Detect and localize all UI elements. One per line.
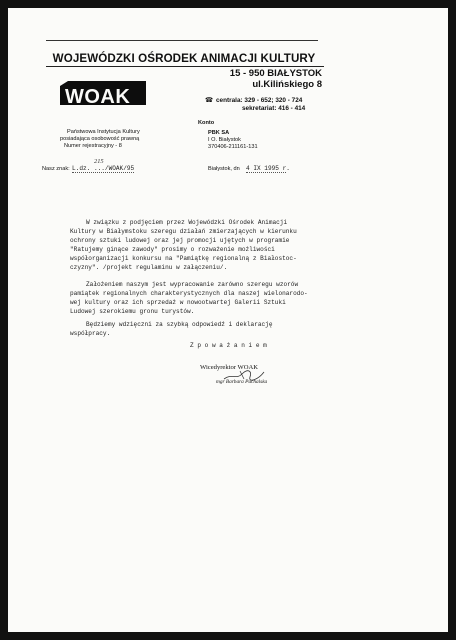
body-line: Ludowej szerokiemu gronu turystów.: [70, 308, 195, 315]
body-line: współpracy.: [70, 330, 111, 337]
bank-name: PBK SA: [208, 130, 230, 136]
signatory-name: mgr Barbara Puchalska: [216, 379, 268, 385]
body-line: "Ratujemy ginące zawody" prosimy o rozważenie możliwości: [70, 246, 275, 253]
status-line-3: Numer rejestracyjny - 8: [64, 143, 122, 149]
phone-numbers: centrala: 329 - 652; 320 - 724: [216, 97, 303, 104]
status-line-1: Państwowa Instytucja Kultury: [67, 129, 140, 135]
body-line: Założeniem naszym jest wypracowanie zarówno szeregu wzorów: [86, 281, 299, 288]
phone-icon: ☎: [205, 97, 214, 104]
body-line: współorganizacji konkursu na "Pamiątkę regionalną z Białostoc-: [70, 255, 297, 262]
header-top-rule: [46, 40, 318, 41]
address-city: 15 - 950 BIAŁYSTOK: [229, 68, 322, 79]
date-label: Białystok, dn: [208, 166, 240, 172]
woak-logo: [60, 81, 146, 108]
body-line: W związku z podjęciem przez Wojewódzki Ośrodek Animacji: [86, 219, 288, 226]
reference-handwritten: 215: [94, 158, 104, 165]
bank-branch: I O. Białystok: [208, 137, 241, 143]
secretariat-number: sekretariat: 416 - 414: [242, 105, 306, 112]
body-line: ochrony sztuki ludowej oraz jej promocji ujętych w programie: [70, 237, 290, 244]
closing-phrase: Z p o w a ż a n i e m: [190, 342, 267, 349]
reference-number: L.dz. .../WOAK/95: [72, 165, 135, 172]
svg-text:WOAK: WOAK: [65, 86, 131, 108]
body-line: pamiątek regionalnych charakterystycznych dla naszej wielonarodo-: [70, 290, 308, 297]
body-line: czyzny". /projekt regulaminu w załączeniu/.: [70, 264, 228, 271]
address-street: ul.Kilińskiego 8: [252, 79, 322, 90]
body-line: wej kultury oraz ich sprzedaż w nowootwartej Galerii Sztuki: [70, 299, 286, 306]
body-line: Będziemy wdzięczni za szybką odpowiedź i deklarację: [86, 321, 273, 328]
body-line: Kultury w Białymstoku szeregu działań zmierzających w kierunku: [70, 228, 297, 235]
account-label: Konto: [198, 120, 215, 126]
bank-account: 370406-211161-131: [208, 144, 258, 150]
header-rule: [46, 66, 324, 67]
letter-date: 4 IX 1995 r.: [246, 165, 290, 172]
signature-title: Wicedyrektor WOAK: [200, 364, 259, 371]
institution-name: WOJEWÓDZKI OŚRODEK ANIMACJI KULTURY: [52, 52, 316, 65]
status-line-2: posiadająca osobowość prawną: [60, 136, 140, 142]
reference-label: Nasz znak:: [42, 166, 70, 172]
